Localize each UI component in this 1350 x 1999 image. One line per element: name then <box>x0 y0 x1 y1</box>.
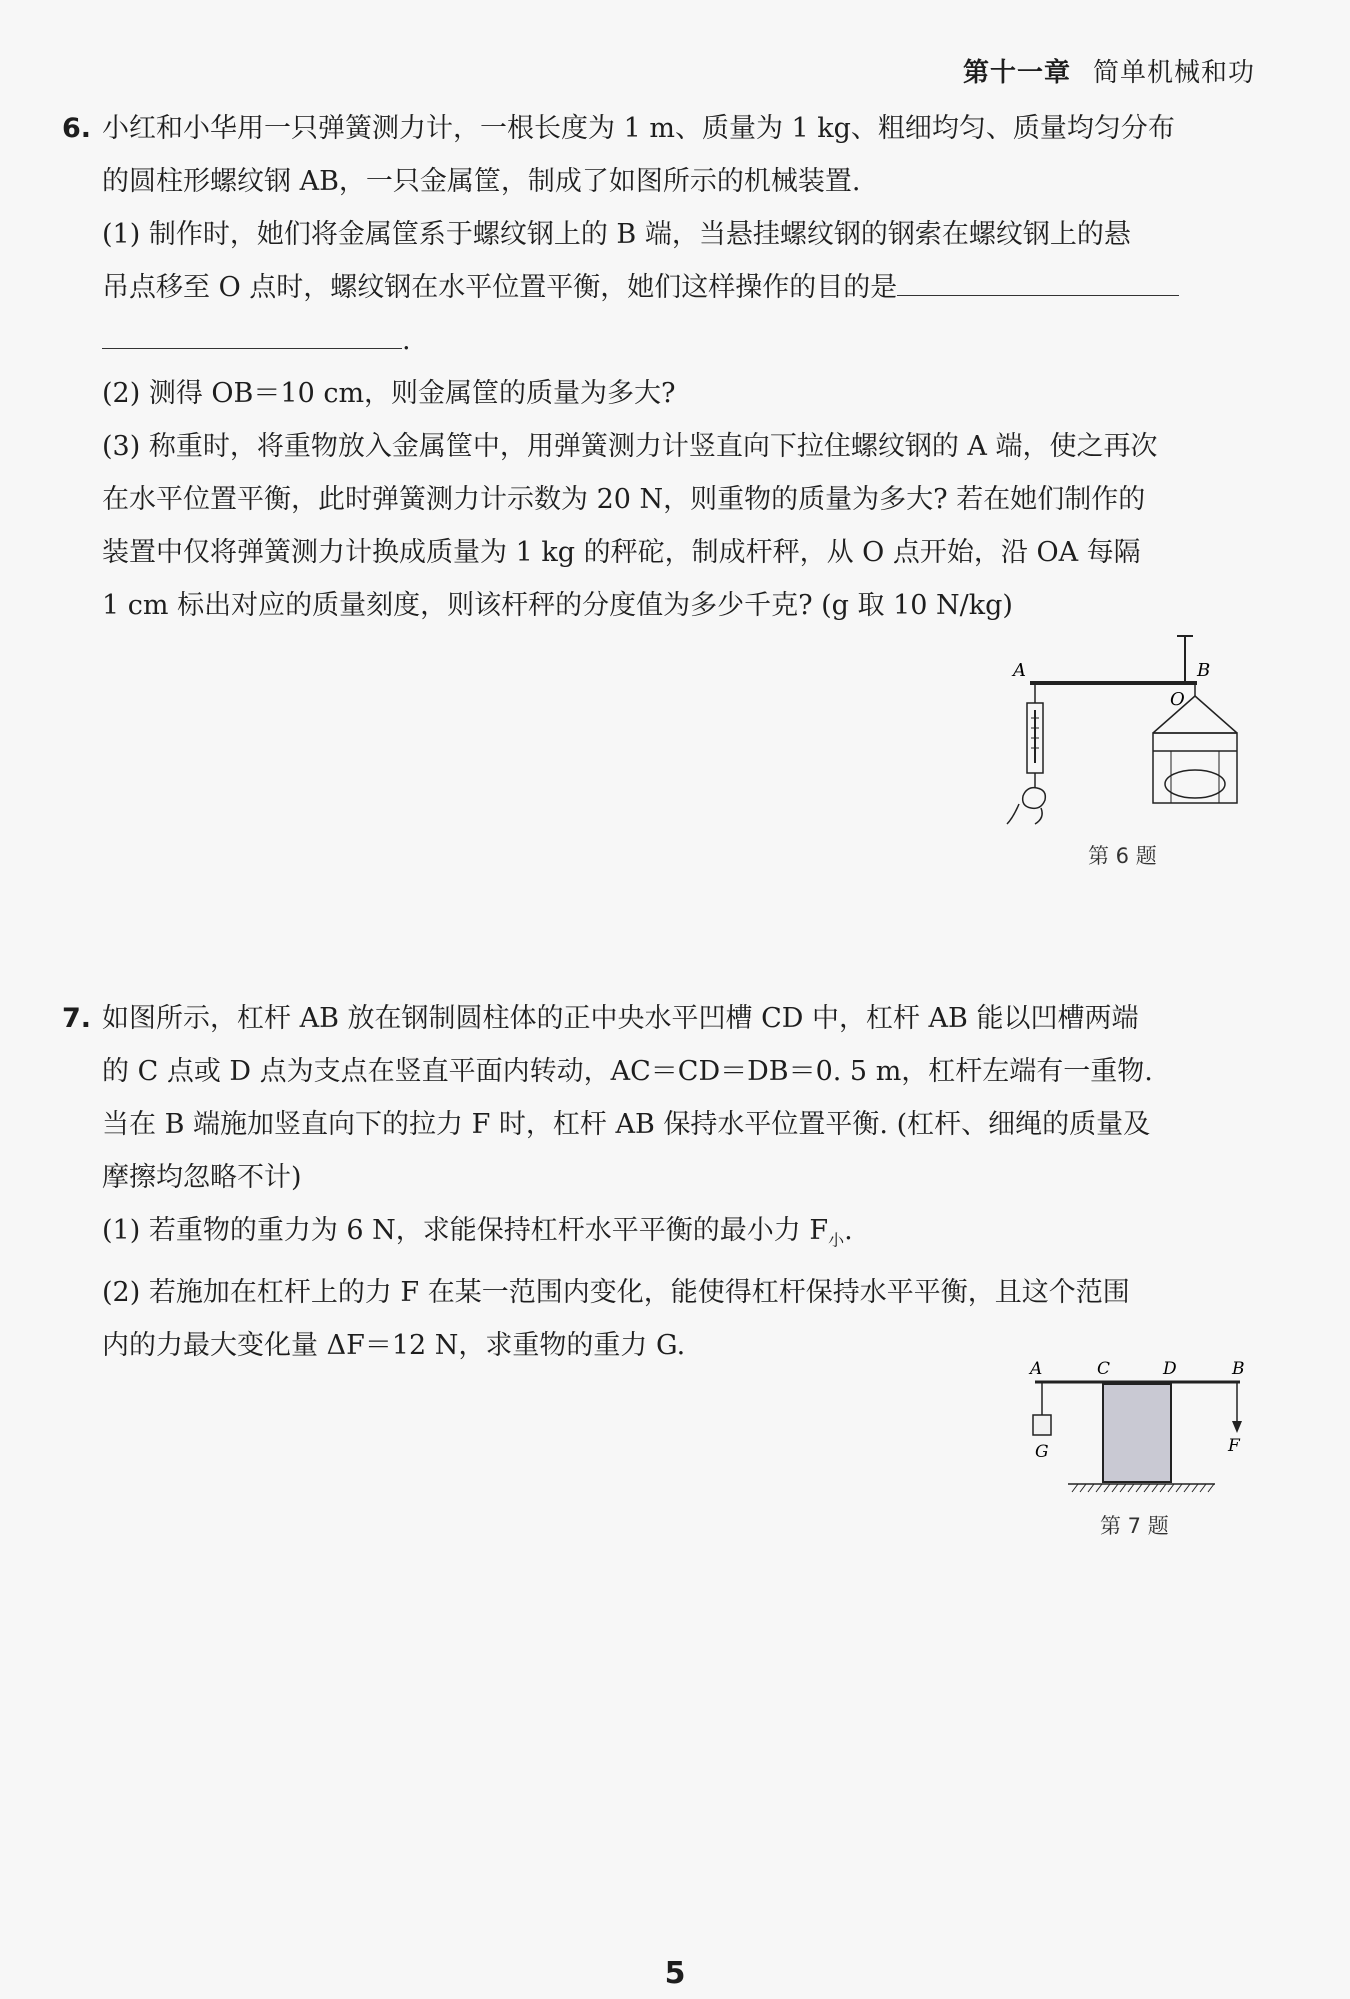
answer-blank-continued[interactable] <box>102 316 402 349</box>
q6-stem-line1: 小红和小华用一只弹簧测力计，一根长度为 1 m、质量为 1 kg、粗细均匀、质量均匀分布 <box>102 113 1175 144</box>
figure-7-caption: 第 7 题 <box>1100 1514 1169 1538</box>
question-number: 7. <box>62 1003 92 1034</box>
label-f: F <box>1228 1436 1240 1456</box>
label-b: B <box>1197 660 1211 681</box>
q6-part3-line3: 装置中仅将弹簧测力计换成质量为 1 kg 的秤砣，制成杆秤，从 O 点开始，沿 OA 每隔 <box>102 537 1141 568</box>
q7-stem-line2: 的 C 点或 D 点为支点在竖直平面内转动，AC＝CD＝DB＝0. 5 m，杠杆左端有一重物. <box>102 1056 1153 1087</box>
label-a: A <box>1030 1359 1043 1379</box>
label-o: O <box>1170 689 1185 710</box>
label-c: C <box>1097 1359 1111 1379</box>
q6-stem-line2: 的圆柱形螺纹钢 AB，一只金属筐，制成了如图所示的机械装置. <box>102 166 861 197</box>
question-number: 6. <box>62 113 92 144</box>
q7-part1: (1) 若重物的重力为 6 N，求能保持杠杆水平平衡的最小力 F <box>102 1215 829 1246</box>
figure-7-diagram <box>1020 1355 1260 1505</box>
q6-part3-line2: 在水平位置平衡，此时弹簧测力计示数为 20 N，则重物的质量为多大? 若在她们制作的 <box>102 484 1146 515</box>
q6-part3-line4: 1 cm 标出对应的质量刻度，则该杆秤的分度值为多少千克? (g 取 10 N/kg) <box>102 590 1013 621</box>
label-a: A <box>1013 660 1026 681</box>
figure-6-diagram <box>1005 628 1270 838</box>
page-number: 5 <box>664 1956 686 1991</box>
question-6 <box>62 102 1247 632</box>
label-d: D <box>1163 1359 1177 1379</box>
figure-6-caption: 第 6 题 <box>1088 844 1157 868</box>
q6-part1-line1: (1) 制作时，她们将金属筐系于螺纹钢上的 B 端，当悬挂螺纹钢的钢索在螺纹钢上的悬 <box>102 219 1131 250</box>
answer-blank[interactable] <box>897 263 1179 296</box>
label-g: G <box>1035 1442 1049 1462</box>
q6-part2: (2) 测得 OB＝10 cm，则金属筐的质量为多大? <box>102 378 676 409</box>
chapter-label: 第十一章 <box>962 58 1071 88</box>
q7-part1-subscript: 小 <box>828 1230 845 1250</box>
running-header <box>963 52 1255 89</box>
label-b: B <box>1232 1359 1245 1379</box>
q7-part1-end: . <box>844 1215 853 1246</box>
q7-part2-line2: 内的力最大变化量 ΔF＝12 N，求重物的重力 G. <box>102 1330 686 1362</box>
q6-part1-line2: 吊点移至 O 点时，螺纹钢在水平位置平衡，她们这样操作的目的是 <box>102 272 898 303</box>
section-label: 简单机械和功 <box>1092 58 1255 88</box>
q7-stem-line3: 当在 B 端施加竖直向下的拉力 F 时，杠杆 AB 保持水平位置平衡. (杠杆、细绳的质量及 <box>102 1109 1151 1140</box>
q7-stem-line4: 摩擦均忽略不计) <box>102 1162 302 1193</box>
q7-part2-line1: (2) 若施加在杠杆上的力 F 在某一范围内变化，能使得杠杆保持水平平衡，且这个范围 <box>102 1277 1130 1309</box>
q6-part3-line1: (3) 称重时，将重物放入金属筐中，用弹簧测力计竖直向下拉住螺纹钢的 A 端，使之再次 <box>102 431 1158 462</box>
question-7 <box>62 992 1247 1372</box>
q7-stem-line1: 如图所示，杠杆 AB 放在钢制圆柱体的正中央水平凹槽 CD 中，杠杆 AB 能以凹槽两端 <box>102 1003 1139 1034</box>
q6-part1-end: . <box>402 325 411 356</box>
